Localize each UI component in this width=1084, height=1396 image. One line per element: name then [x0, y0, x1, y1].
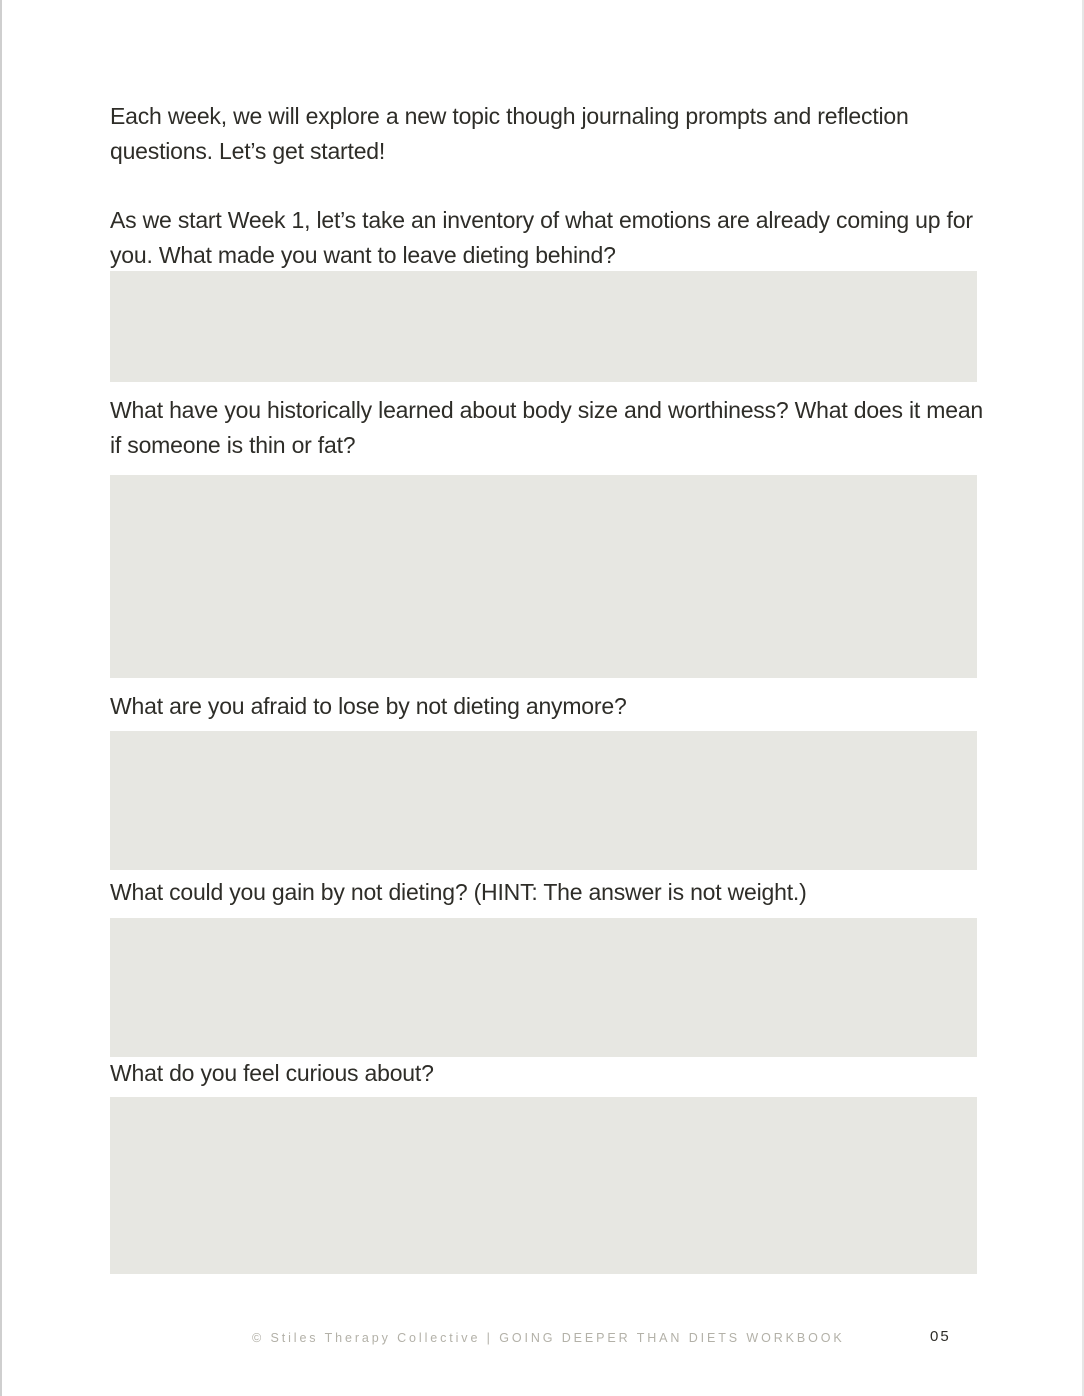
footer-copyright: © Stiles Therapy Collective | GOING DEEPER THAN DIETS WORKBOOK: [252, 1331, 845, 1345]
answer-box-4[interactable]: [110, 918, 977, 1057]
prompt-could-gain: What could you gain by not dieting? (HINT: The answer is not weight.): [110, 879, 807, 905]
answer-box-3[interactable]: [110, 731, 977, 870]
answer-box-1[interactable]: [110, 271, 977, 382]
answer-box-2[interactable]: [110, 475, 977, 678]
intro-paragraph: Each week, we will explore a new topic though journaling prompts and reflection questions. Let’s get started!: [110, 103, 909, 164]
prompt-body-size: What have you historically learned about body size and worthiness? What does it mean if someone is thin or fat?: [110, 397, 984, 458]
prompt-afraid-to-lose: What are you afraid to lose by not dieting anymore?: [110, 693, 627, 719]
answer-box-5[interactable]: [110, 1097, 977, 1274]
page-edge: [0, 0, 2, 1396]
page-number: 05: [930, 1328, 951, 1345]
week1-prompt: As we start Week 1, let’s take an inventory of what emotions are already coming up for you. What made you want to leave dieting behind?: [110, 207, 973, 268]
prompt-curious: What do you feel curious about?: [110, 1060, 434, 1086]
